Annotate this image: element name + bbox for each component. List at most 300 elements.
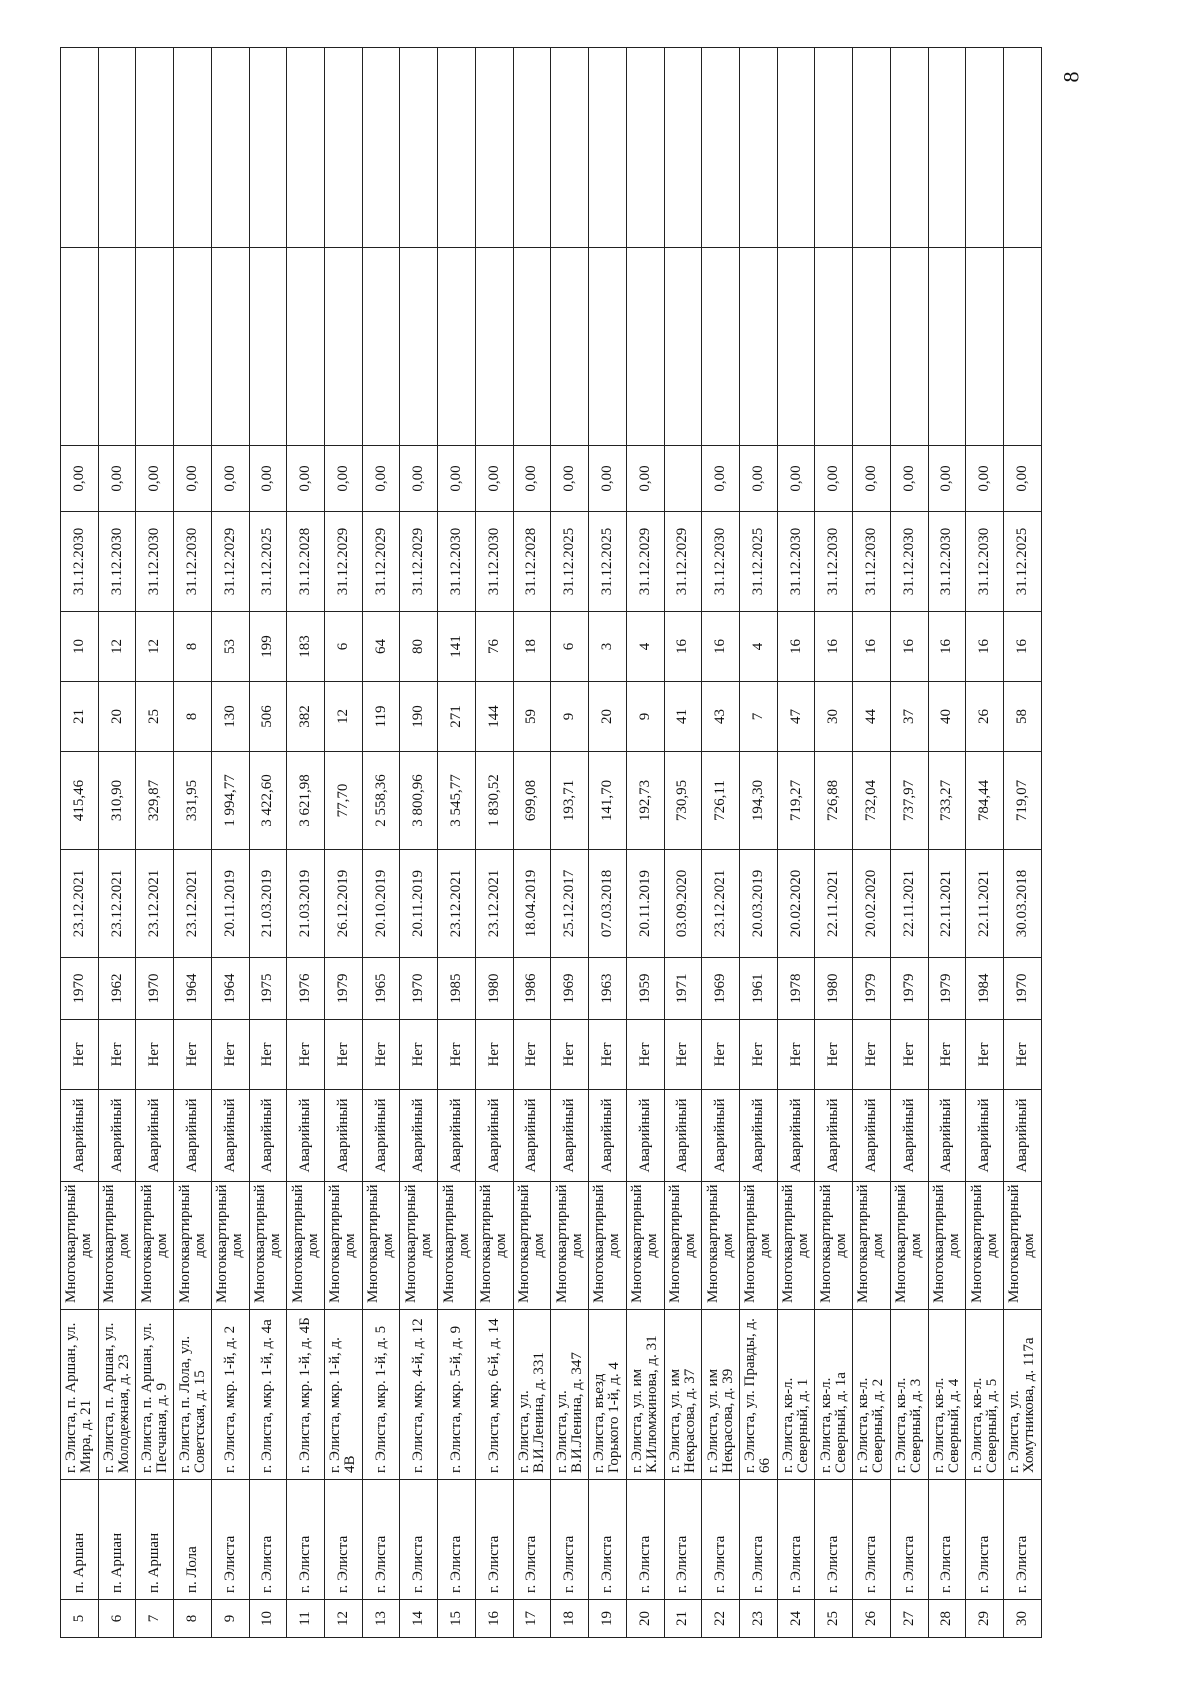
locality-cell: г. Элиста	[513, 1480, 551, 1600]
flag-cell: Нет	[551, 1020, 589, 1090]
table-row	[664, 48, 702, 1638]
empty-cell	[589, 48, 627, 248]
empty-cell	[664, 248, 702, 446]
deadline-cell: 31.12.2029	[400, 512, 438, 612]
row-number-cell: 7	[136, 1600, 174, 1638]
address-cell: г. Элиста, въезд Горького 1-й, д. 4	[589, 1310, 627, 1480]
flag-cell: Нет	[928, 1020, 966, 1090]
residents-count-cell: 9	[626, 682, 664, 752]
flag-cell: Нет	[1003, 1020, 1041, 1090]
building-type-cell: Многоквартирный дом	[589, 1182, 627, 1310]
residents-count-cell: 43	[702, 682, 740, 752]
residents-count-cell: 44	[853, 682, 891, 752]
address-cell: г. Элиста, мкр. 1-й, д. 4В	[325, 1310, 363, 1480]
locality-cell: г. Элиста	[626, 1480, 664, 1600]
row-number-cell: 19	[589, 1600, 627, 1638]
deadline-cell: 31.12.2025	[551, 512, 589, 612]
year-built-cell: 1961	[739, 958, 777, 1020]
row-number-cell: 11	[287, 1600, 325, 1638]
row-number-cell: 18	[551, 1600, 589, 1638]
flag-cell: Нет	[777, 1020, 815, 1090]
rooms-count-cell: 76	[475, 612, 513, 682]
empty-cell	[1003, 248, 1041, 446]
locality-cell: г. Элиста	[966, 1480, 1004, 1600]
empty-cell	[777, 48, 815, 248]
recognition-date-cell: 23.12.2021	[174, 850, 212, 958]
empty-cell	[211, 248, 249, 446]
deadline-cell: 31.12.2029	[325, 512, 363, 612]
table-row	[815, 48, 853, 1638]
amount-cell: 0,00	[136, 446, 174, 512]
year-built-cell: 1976	[287, 958, 325, 1020]
building-type-cell: Многоквартирный дом	[1003, 1182, 1041, 1310]
empty-cell	[890, 248, 928, 446]
row-number-cell: 15	[438, 1600, 476, 1638]
rooms-count-cell: 4	[626, 612, 664, 682]
year-built-cell: 1970	[1003, 958, 1041, 1020]
flag-cell: Нет	[702, 1020, 740, 1090]
building-type-cell: Многоквартирный дом	[136, 1182, 174, 1310]
recognition-date-cell: 20.11.2019	[400, 850, 438, 958]
area-cell: 3 422,60	[249, 752, 287, 850]
year-built-cell: 1959	[626, 958, 664, 1020]
area-cell: 1 830,52	[475, 752, 513, 850]
table-row	[400, 48, 438, 1638]
recognition-date-cell: 22.11.2021	[928, 850, 966, 958]
rooms-count-cell: 6	[325, 612, 363, 682]
address-cell: г. Элиста, мкр. 5-й, д. 9	[438, 1310, 476, 1480]
address-cell: г. Элиста, ул. им Некрасова, д. 39	[702, 1310, 740, 1480]
locality-cell: г. Элиста	[475, 1480, 513, 1600]
address-cell: г. Элиста, мкр. 1-й, д. 5	[362, 1310, 400, 1480]
empty-cell	[362, 48, 400, 248]
condition-status-cell: Аварийный	[400, 1090, 438, 1182]
empty-cell	[400, 248, 438, 446]
empty-cell	[325, 48, 363, 248]
residents-count-cell: 41	[664, 682, 702, 752]
year-built-cell: 1962	[98, 958, 136, 1020]
empty-cell	[513, 48, 551, 248]
recognition-date-cell: 23.12.2021	[475, 850, 513, 958]
rooms-count-cell: 12	[136, 612, 174, 682]
table-row	[362, 48, 400, 1638]
residents-count-cell: 271	[438, 682, 476, 752]
building-type-cell: Многоквартирный дом	[174, 1182, 212, 1310]
area-cell: 329,87	[136, 752, 174, 850]
condition-status-cell: Аварийный	[664, 1090, 702, 1182]
recognition-date-cell: 20.02.2020	[853, 850, 891, 958]
table-row	[626, 48, 664, 1638]
condition-status-cell: Аварийный	[1003, 1090, 1041, 1182]
building-type-cell: Многоквартирный дом	[815, 1182, 853, 1310]
building-type-cell: Многоквартирный дом	[551, 1182, 589, 1310]
year-built-cell: 1980	[475, 958, 513, 1020]
table-row	[853, 48, 891, 1638]
row-number-cell: 28	[928, 1600, 966, 1638]
rooms-count-cell: 16	[1003, 612, 1041, 682]
rooms-count-cell: 16	[853, 612, 891, 682]
flag-cell: Нет	[890, 1020, 928, 1090]
area-cell: 3 800,96	[400, 752, 438, 850]
address-cell: г. Элиста, п. Аршан, ул. Песчаная, д. 9	[136, 1310, 174, 1480]
flag-cell: Нет	[513, 1020, 551, 1090]
condition-status-cell: Аварийный	[362, 1090, 400, 1182]
address-cell: г. Элиста, п. Аршан, ул. Молодежная, д. 23	[98, 1310, 136, 1480]
address-cell: г. Элиста, мкр. 4-й, д. 12	[400, 1310, 438, 1480]
residents-count-cell: 58	[1003, 682, 1041, 752]
empty-cell	[249, 248, 287, 446]
amount-cell: 0,00	[513, 446, 551, 512]
deadline-cell: 31.12.2028	[513, 512, 551, 612]
year-built-cell: 1971	[664, 958, 702, 1020]
address-cell: г. Элиста, кв-л. Северный, д. 1	[777, 1310, 815, 1480]
residents-count-cell: 7	[739, 682, 777, 752]
empty-cell	[400, 48, 438, 248]
flag-cell: Нет	[400, 1020, 438, 1090]
locality-cell: г. Элиста	[589, 1480, 627, 1600]
condition-status-cell: Аварийный	[626, 1090, 664, 1182]
deadline-cell: 31.12.2028	[287, 512, 325, 612]
condition-status-cell: Аварийный	[61, 1090, 99, 1182]
table-row	[174, 48, 212, 1638]
locality-cell: п. Аршан	[136, 1480, 174, 1600]
building-type-cell: Многоквартирный дом	[626, 1182, 664, 1310]
recognition-date-cell: 22.11.2021	[966, 850, 1004, 958]
residents-count-cell: 21	[61, 682, 99, 752]
empty-cell	[966, 48, 1004, 248]
empty-cell	[249, 48, 287, 248]
amount-cell: 0,00	[400, 446, 438, 512]
locality-cell: г. Элиста	[815, 1480, 853, 1600]
table-row	[551, 48, 589, 1638]
condition-status-cell: Аварийный	[249, 1090, 287, 1182]
recognition-date-cell: 23.12.2021	[136, 850, 174, 958]
amount-cell: 0,00	[249, 446, 287, 512]
empty-cell	[475, 48, 513, 248]
condition-status-cell: Аварийный	[98, 1090, 136, 1182]
condition-status-cell: Аварийный	[211, 1090, 249, 1182]
deadline-cell: 31.12.2029	[362, 512, 400, 612]
flag-cell: Нет	[211, 1020, 249, 1090]
locality-cell: г. Элиста	[1003, 1480, 1041, 1600]
area-cell: 726,11	[702, 752, 740, 850]
locality-cell: г. Элиста	[325, 1480, 363, 1600]
recognition-date-cell: 21.03.2019	[287, 850, 325, 958]
empty-cell	[853, 248, 891, 446]
flag-cell: Нет	[475, 1020, 513, 1090]
residents-count-cell: 20	[98, 682, 136, 752]
empty-cell	[174, 248, 212, 446]
area-cell: 1 994,77	[211, 752, 249, 850]
area-cell: 141,70	[589, 752, 627, 850]
empty-cell	[815, 48, 853, 248]
address-cell: г. Элиста, мкр. 1-й, д. 2	[211, 1310, 249, 1480]
locality-cell: г. Элиста	[702, 1480, 740, 1600]
row-number-cell: 12	[325, 1600, 363, 1638]
building-type-cell: Многоквартирный дом	[702, 1182, 740, 1310]
building-type-cell: Многоквартирный дом	[287, 1182, 325, 1310]
building-type-cell: Многоквартирный дом	[249, 1182, 287, 1310]
locality-cell: г. Элиста	[438, 1480, 476, 1600]
deadline-cell: 31.12.2030	[853, 512, 891, 612]
locality-cell: г. Элиста	[664, 1480, 702, 1600]
amount-cell: 0,00	[815, 446, 853, 512]
amount-cell: 0,00	[928, 446, 966, 512]
area-cell: 784,44	[966, 752, 1004, 850]
empty-cell	[890, 48, 928, 248]
condition-status-cell: Аварийный	[438, 1090, 476, 1182]
deadline-cell: 31.12.2030	[174, 512, 212, 612]
empty-cell	[438, 248, 476, 446]
empty-cell	[513, 248, 551, 446]
locality-cell: г. Элиста	[362, 1480, 400, 1600]
year-built-cell: 1969	[551, 958, 589, 1020]
condition-status-cell: Аварийный	[928, 1090, 966, 1182]
year-built-cell: 1965	[362, 958, 400, 1020]
locality-cell: г. Элиста	[400, 1480, 438, 1600]
recognition-date-cell: 18.04.2019	[513, 850, 551, 958]
table-row	[61, 48, 99, 1638]
row-number-cell: 13	[362, 1600, 400, 1638]
building-type-cell: Многоквартирный дом	[890, 1182, 928, 1310]
deadline-cell: 31.12.2029	[211, 512, 249, 612]
year-built-cell: 1978	[777, 958, 815, 1020]
deadline-cell: 31.12.2025	[589, 512, 627, 612]
empty-cell	[136, 48, 174, 248]
flag-cell: Нет	[249, 1020, 287, 1090]
recognition-date-cell: 21.03.2019	[249, 850, 287, 958]
building-type-cell: Многоквартирный дом	[966, 1182, 1004, 1310]
area-cell: 733,27	[928, 752, 966, 850]
recognition-date-cell: 30.03.2018	[1003, 850, 1041, 958]
year-built-cell: 1970	[400, 958, 438, 1020]
amount-cell: 0,00	[475, 446, 513, 512]
condition-status-cell: Аварийный	[890, 1090, 928, 1182]
row-number-cell: 9	[211, 1600, 249, 1638]
rooms-count-cell: 3	[589, 612, 627, 682]
area-cell: 730,95	[664, 752, 702, 850]
deadline-cell: 31.12.2030	[777, 512, 815, 612]
condition-status-cell: Аварийный	[475, 1090, 513, 1182]
residents-count-cell: 506	[249, 682, 287, 752]
recognition-date-cell: 20.03.2019	[739, 850, 777, 958]
building-type-cell: Многоквартирный дом	[777, 1182, 815, 1310]
residents-count-cell: 12	[325, 682, 363, 752]
year-built-cell: 1963	[589, 958, 627, 1020]
residents-count-cell: 9	[551, 682, 589, 752]
amount-cell: 0,00	[325, 446, 363, 512]
empty-cell	[438, 48, 476, 248]
row-number-cell: 29	[966, 1600, 1004, 1638]
amount-cell: 0,00	[174, 446, 212, 512]
address-cell: г. Элиста, кв-л. Северный, д. 4	[928, 1310, 966, 1480]
deadline-cell: 31.12.2029	[626, 512, 664, 612]
residents-count-cell: 26	[966, 682, 1004, 752]
locality-cell: г. Элиста	[249, 1480, 287, 1600]
row-number-cell: 24	[777, 1600, 815, 1638]
rooms-count-cell: 16	[890, 612, 928, 682]
address-cell: г. Элиста, мкр. 1-й, д. 4а	[249, 1310, 287, 1480]
empty-cell	[174, 48, 212, 248]
locality-cell: г. Элиста	[853, 1480, 891, 1600]
empty-cell	[475, 248, 513, 446]
rooms-count-cell: 10	[61, 612, 99, 682]
flag-cell: Нет	[626, 1020, 664, 1090]
flag-cell: Нет	[136, 1020, 174, 1090]
address-cell: г. Элиста, кв-л. Северный, д. 5	[966, 1310, 1004, 1480]
area-cell: 331,95	[174, 752, 212, 850]
empty-cell	[61, 48, 99, 248]
address-cell: г. Элиста, ул. В.И.Ленина, д. 347	[551, 1310, 589, 1480]
recognition-date-cell: 07.03.2018	[589, 850, 627, 958]
area-cell: 3 545,77	[438, 752, 476, 850]
address-cell: г. Элиста, ул. им Некрасова, д. 37	[664, 1310, 702, 1480]
amount-cell: 0,00	[551, 446, 589, 512]
rooms-count-cell: 18	[513, 612, 551, 682]
recognition-date-cell: 26.12.2019	[325, 850, 363, 958]
table-body	[61, 48, 1042, 1638]
amount-cell: 0,00	[589, 446, 627, 512]
rooms-count-cell: 16	[702, 612, 740, 682]
row-number-cell: 8	[174, 1600, 212, 1638]
flag-cell: Нет	[815, 1020, 853, 1090]
table-row	[513, 48, 551, 1638]
residents-count-cell: 144	[475, 682, 513, 752]
deadline-cell: 31.12.2030	[890, 512, 928, 612]
residents-count-cell: 382	[287, 682, 325, 752]
recognition-date-cell: 22.11.2021	[890, 850, 928, 958]
table-row	[966, 48, 1004, 1638]
empty-cell	[362, 248, 400, 446]
building-type-cell: Многоквартирный дом	[475, 1182, 513, 1310]
empty-cell	[777, 248, 815, 446]
year-built-cell: 1985	[438, 958, 476, 1020]
empty-cell	[928, 48, 966, 248]
amount-cell	[664, 446, 702, 512]
row-number-cell: 17	[513, 1600, 551, 1638]
flag-cell: Нет	[438, 1020, 476, 1090]
recognition-date-cell: 20.10.2019	[362, 850, 400, 958]
residents-count-cell: 40	[928, 682, 966, 752]
area-cell: 699,08	[513, 752, 551, 850]
building-type-cell: Многоквартирный дом	[853, 1182, 891, 1310]
rooms-count-cell: 141	[438, 612, 476, 682]
row-number-cell: 25	[815, 1600, 853, 1638]
deadline-cell: 31.12.2025	[1003, 512, 1041, 612]
flag-cell: Нет	[589, 1020, 627, 1090]
building-type-cell: Многоквартирный дом	[211, 1182, 249, 1310]
area-cell: 77,70	[325, 752, 363, 850]
year-built-cell: 1979	[325, 958, 363, 1020]
deadline-cell: 31.12.2025	[249, 512, 287, 612]
amount-cell: 0,00	[1003, 446, 1041, 512]
amount-cell: 0,00	[890, 446, 928, 512]
amount-cell: 0,00	[853, 446, 891, 512]
building-type-cell: Многоквартирный дом	[664, 1182, 702, 1310]
condition-status-cell: Аварийный	[739, 1090, 777, 1182]
locality-cell: г. Элиста	[777, 1480, 815, 1600]
locality-cell: г. Элиста	[211, 1480, 249, 1600]
table-row	[287, 48, 325, 1638]
amount-cell: 0,00	[966, 446, 1004, 512]
table-row	[325, 48, 363, 1638]
empty-cell	[626, 248, 664, 446]
empty-cell	[136, 248, 174, 446]
flag-cell: Нет	[966, 1020, 1004, 1090]
flag-cell: Нет	[664, 1020, 702, 1090]
building-type-cell: Многоквартирный дом	[98, 1182, 136, 1310]
building-type-cell: Многоквартирный дом	[325, 1182, 363, 1310]
rooms-count-cell: 4	[739, 612, 777, 682]
amount-cell: 0,00	[287, 446, 325, 512]
condition-status-cell: Аварийный	[853, 1090, 891, 1182]
table-row	[249, 48, 287, 1638]
area-cell: 726,88	[815, 752, 853, 850]
condition-status-cell: Аварийный	[589, 1090, 627, 1182]
building-type-cell: Многоквартирный дом	[513, 1182, 551, 1310]
year-built-cell: 1970	[61, 958, 99, 1020]
empty-cell	[815, 248, 853, 446]
recognition-date-cell: 23.12.2021	[61, 850, 99, 958]
area-cell: 3 621,98	[287, 752, 325, 850]
building-type-cell: Многоквартирный дом	[400, 1182, 438, 1310]
residents-count-cell: 8	[174, 682, 212, 752]
address-cell: г. Элиста, кв-л. Северный, д. 1а	[815, 1310, 853, 1480]
empty-cell	[626, 48, 664, 248]
area-cell: 310,90	[98, 752, 136, 850]
flag-cell: Нет	[853, 1020, 891, 1090]
address-cell: г. Элиста, мкр. 6-й, д. 14	[475, 1310, 513, 1480]
area-cell: 719,27	[777, 752, 815, 850]
row-number-cell: 20	[626, 1600, 664, 1638]
residents-count-cell: 59	[513, 682, 551, 752]
residents-count-cell: 20	[589, 682, 627, 752]
area-cell: 193,71	[551, 752, 589, 850]
empty-cell	[739, 248, 777, 446]
table-row	[739, 48, 777, 1638]
locality-cell: г. Элиста	[928, 1480, 966, 1600]
address-cell: г. Элиста, кв-л. Северный, д. 3	[890, 1310, 928, 1480]
recognition-date-cell: 20.11.2019	[211, 850, 249, 958]
recognition-date-cell: 20.11.2019	[626, 850, 664, 958]
row-number-cell: 21	[664, 1600, 702, 1638]
year-built-cell: 1975	[249, 958, 287, 1020]
locality-cell: г. Элиста	[551, 1480, 589, 1600]
table-row	[589, 48, 627, 1638]
empty-cell	[98, 248, 136, 446]
deadline-cell: 31.12.2030	[966, 512, 1004, 612]
row-number-cell: 10	[249, 1600, 287, 1638]
empty-cell	[702, 48, 740, 248]
deadline-cell: 31.12.2030	[98, 512, 136, 612]
table-row	[98, 48, 136, 1638]
amount-cell: 0,00	[438, 446, 476, 512]
building-type-cell: Многоквартирный дом	[438, 1182, 476, 1310]
year-built-cell: 1980	[815, 958, 853, 1020]
locality-cell: п. Лола	[174, 1480, 212, 1600]
address-cell: г. Элиста, мкр. 1-й, д. 4Б	[287, 1310, 325, 1480]
empty-cell	[1003, 48, 1041, 248]
recognition-date-cell: 20.02.2020	[777, 850, 815, 958]
rooms-count-cell: 16	[928, 612, 966, 682]
amount-cell: 0,00	[211, 446, 249, 512]
rooms-count-cell: 16	[777, 612, 815, 682]
flag-cell: Нет	[174, 1020, 212, 1090]
year-built-cell: 1970	[136, 958, 174, 1020]
deadline-cell: 31.12.2030	[702, 512, 740, 612]
address-cell: г. Элиста, ул. Хомутникова, д. 117а	[1003, 1310, 1041, 1480]
empty-cell	[551, 48, 589, 248]
